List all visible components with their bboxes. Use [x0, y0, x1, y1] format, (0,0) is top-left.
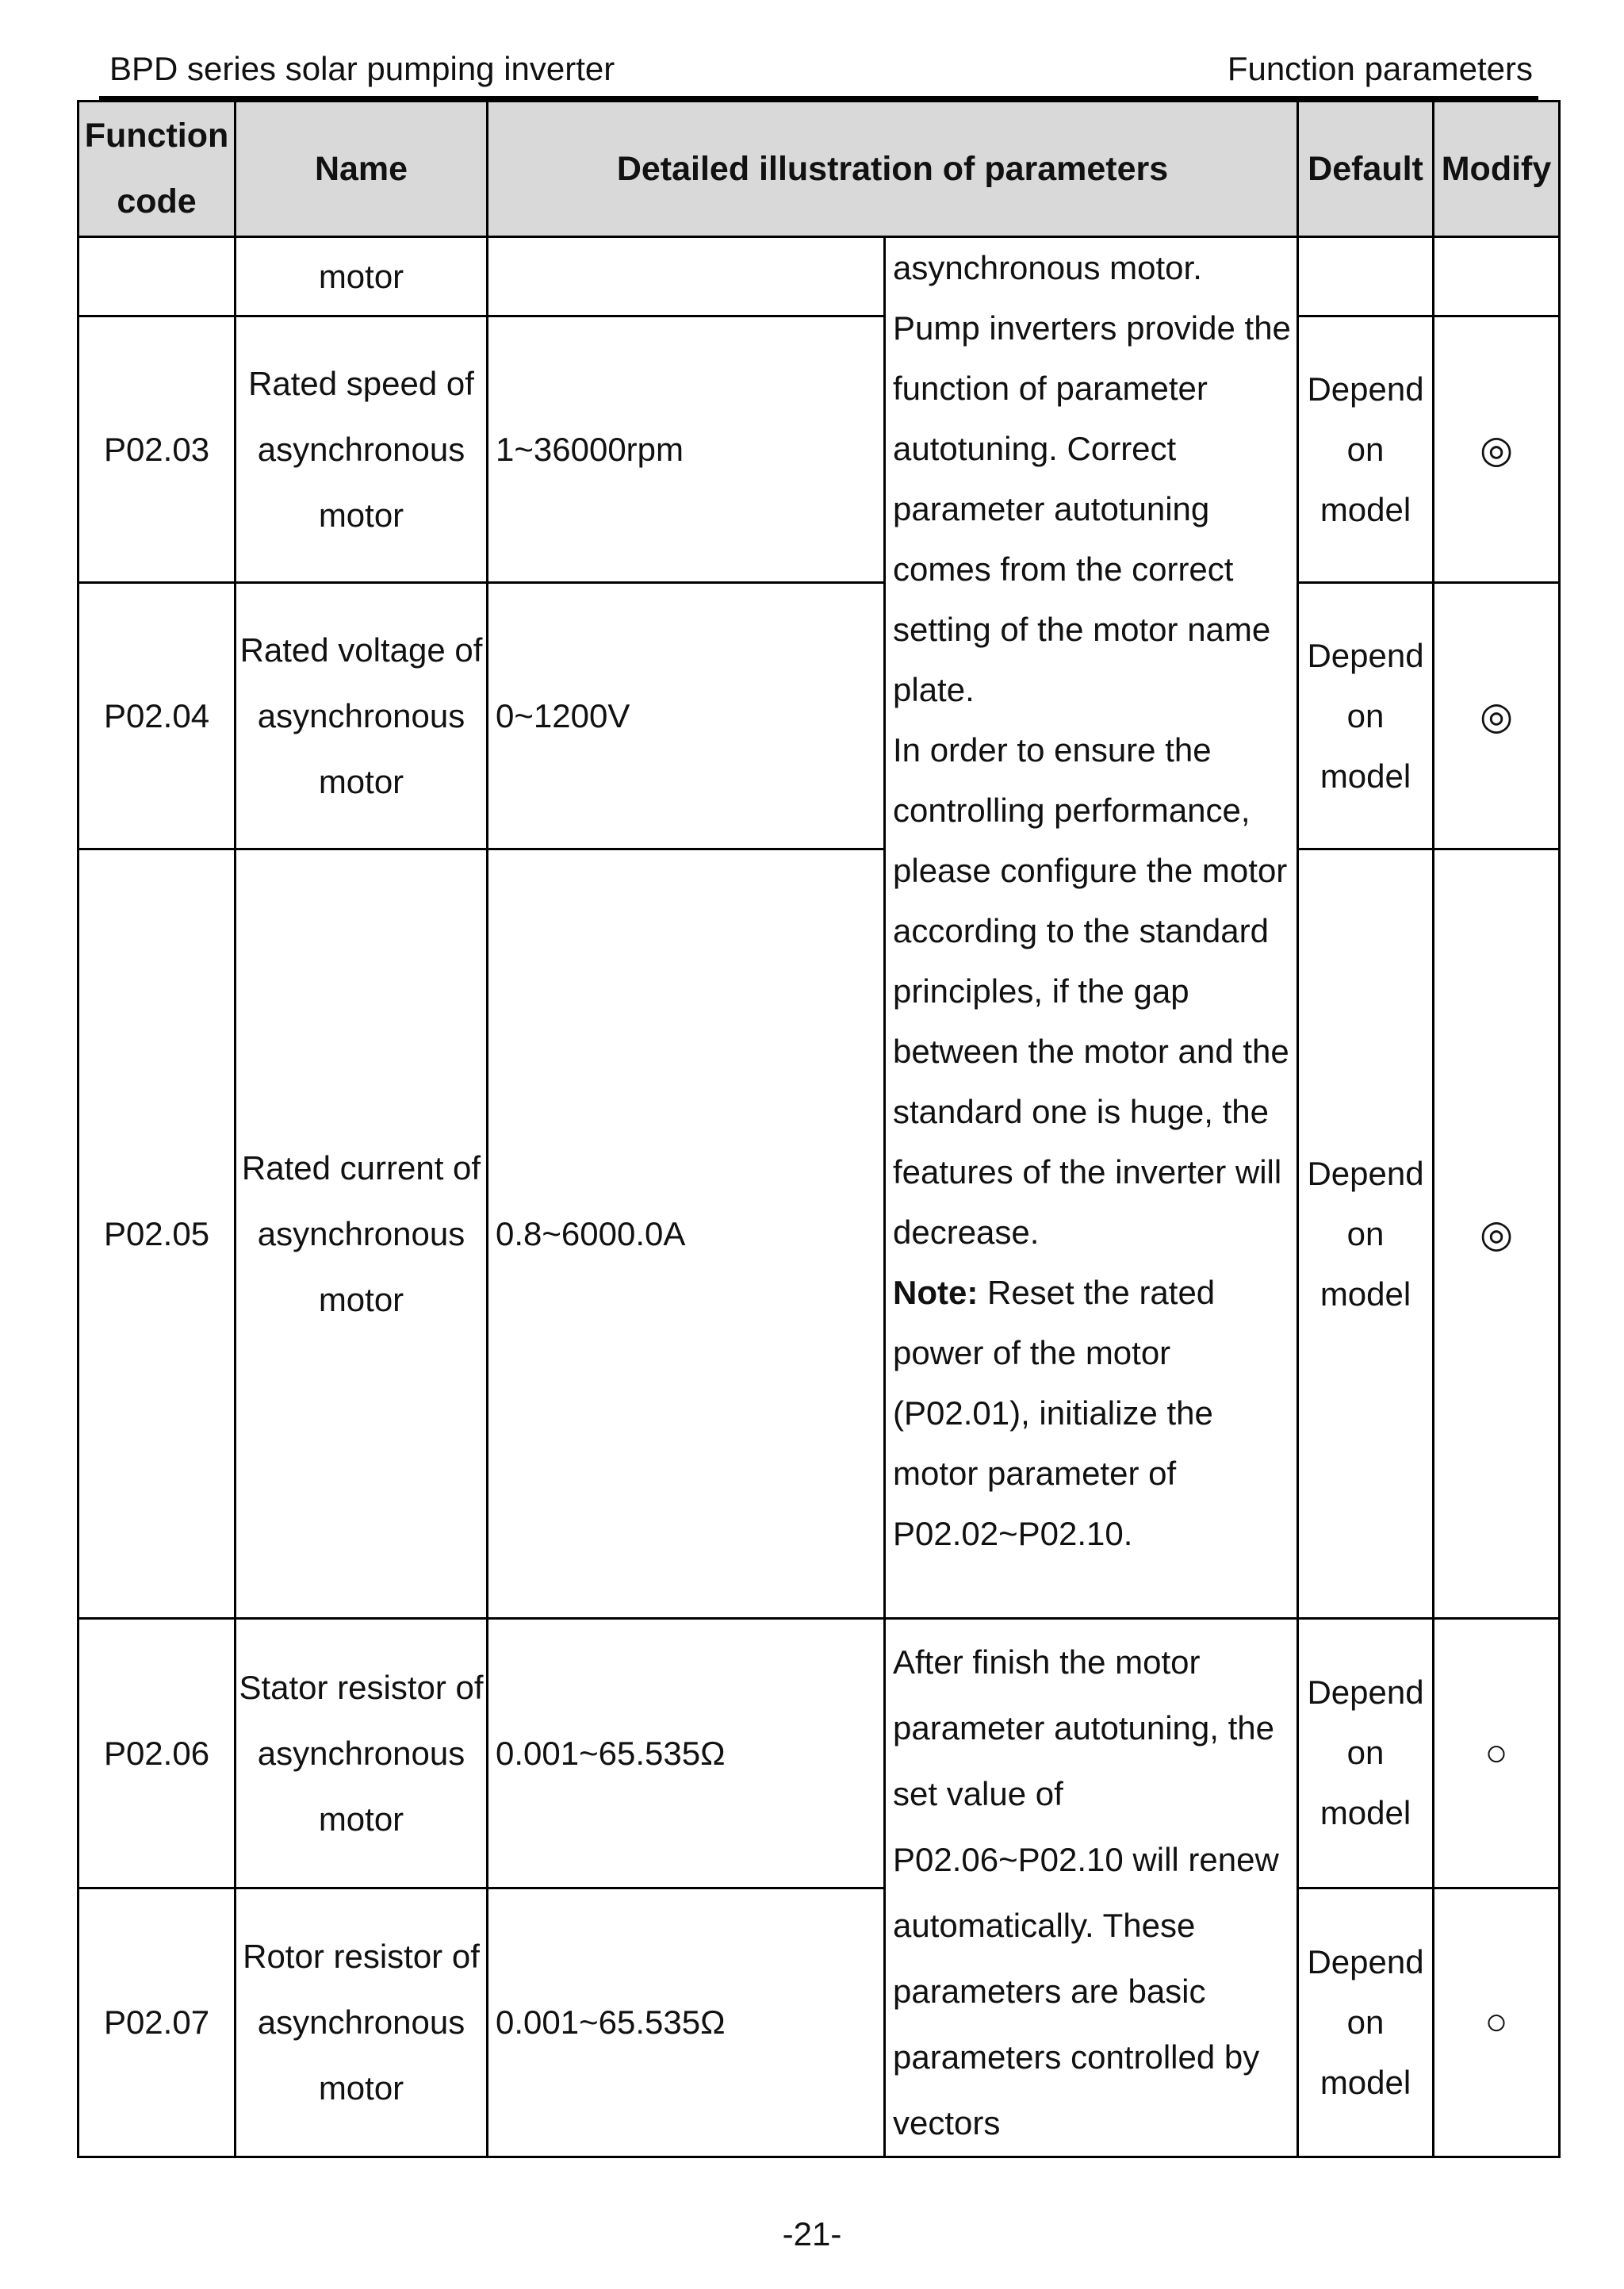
cell-modify-continued — [1434, 237, 1560, 316]
cell-modify: ○ — [1434, 1619, 1560, 1888]
table-row — [79, 583, 1560, 849]
cell-modify: ○ — [1434, 1888, 1560, 2157]
cell-setting-range: 1~36000rpm — [488, 316, 885, 583]
cell-setting-range: 0.8~6000.0A — [488, 849, 885, 1619]
table-row — [79, 316, 1560, 583]
section-title: Function parameters — [1227, 50, 1533, 87]
description-paragraph-1: asynchronous motor. Pump inverters provide the function of parameter autotuning. Correct parameter autotuning comes from the correct setting of the motor name plate. — [893, 249, 1291, 708]
column-header-name: Name — [236, 102, 488, 237]
table-row — [79, 1619, 1560, 1888]
note-label: Note: — [893, 1274, 979, 1311]
cell-name: Stator resistor of asynchronous motor — [236, 1619, 488, 1888]
table-row-continued — [79, 237, 1560, 316]
column-header-detail: Detailed illustration of parameters — [488, 102, 1298, 237]
cell-name: Rated speed of asynchronous motor — [236, 316, 488, 583]
document-title: BPD series solar pumping inverter — [109, 50, 615, 87]
cell-name-continued: motor — [236, 237, 488, 316]
cell-description-group-2: After finish the motor parameter autotuning, the set value of P02.06~P02.10 will renew automatically. These parameters are basic parameters controlled by vectors — [885, 1619, 1298, 2157]
cell-name: Rated voltage of asynchronous motor — [236, 583, 488, 849]
column-header-function-code: Function code — [79, 102, 236, 237]
column-header-default: Default — [1298, 102, 1434, 237]
cell-modify: ◎ — [1434, 583, 1560, 849]
cell-setting-range: 0.001~65.535Ω — [488, 1619, 885, 1888]
cell-modify: ◎ — [1434, 849, 1560, 1619]
table-header-row — [79, 102, 1560, 237]
cell-name: Rotor resistor of asynchronous motor — [236, 1888, 488, 2157]
cell-range-continued — [488, 237, 885, 316]
cell-default: Depend on model — [1298, 1888, 1434, 2157]
running-header — [109, 48, 1533, 90]
cell-function-code: P02.07 — [79, 1888, 236, 2157]
parameter-table — [77, 100, 1561, 2158]
cell-setting-range: 0~1200V — [488, 583, 885, 849]
note-text: Reset the rated power of the motor (P02.01), initialize the motor parameter of P02.02~P02.10. — [893, 1274, 1216, 1552]
cell-modify: ◎ — [1434, 316, 1560, 583]
cell-default: Depend on model — [1298, 849, 1434, 1619]
cell-default-continued — [1298, 237, 1434, 316]
column-header-modify: Modify — [1434, 102, 1560, 237]
cell-function-code: P02.06 — [79, 1619, 236, 1888]
cell-code-continued — [79, 237, 236, 316]
table-row — [79, 1888, 1560, 2157]
cell-setting-range: 0.001~65.535Ω — [488, 1888, 885, 2157]
description-note — [893, 1263, 1293, 1564]
page-number: -21- — [782, 2215, 842, 2253]
cell-default: Depend on model — [1298, 316, 1434, 583]
cell-function-code: P02.03 — [79, 316, 236, 583]
cell-function-code: P02.05 — [79, 849, 236, 1619]
table-row — [79, 849, 1560, 1619]
cell-function-code: P02.04 — [79, 583, 236, 849]
cell-name: Rated current of asynchronous motor — [236, 849, 488, 1619]
cell-description-group-1 — [885, 237, 1298, 1619]
cell-default: Depend on model — [1298, 1619, 1434, 1888]
description-paragraph-2: In order to ensure the controlling performance, please configure the motor according to the standard principles, if the gap between the motor and the standard one is huge, the features of the inverter will decrease. — [893, 731, 1289, 1251]
cell-default: Depend on model — [1298, 583, 1434, 849]
